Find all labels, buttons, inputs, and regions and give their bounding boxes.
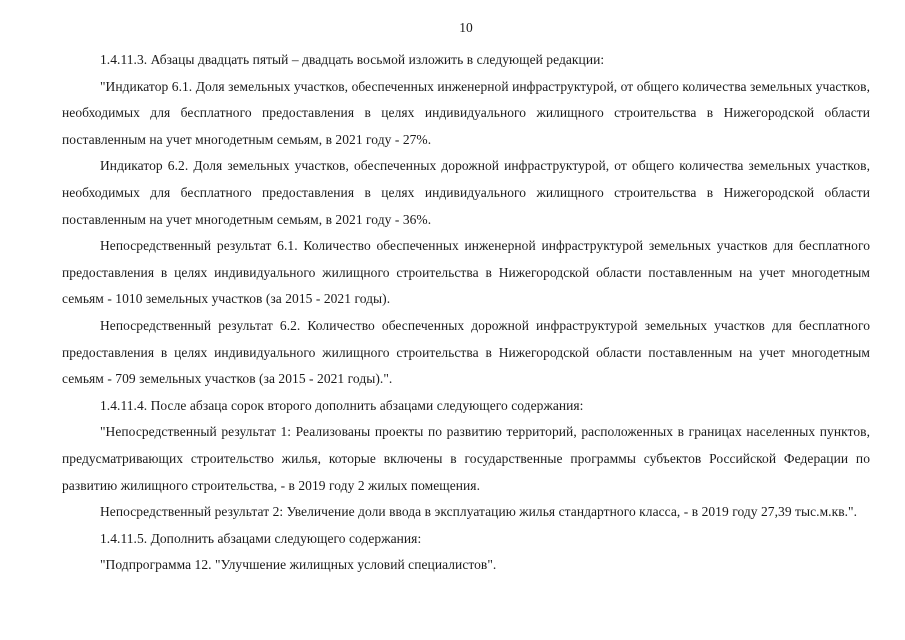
paragraph-indicator-6-2: Индикатор 6.2. Доля земельных участков, обеспеченных дорожной инфраструктурой, от общего количества земельных участков, необходимых для бесплатного предоставления в целях индивидуального жилищного строительства в Нижегородской области поставленным на учет многодетным семьям, в 2021 году - 36%. [62,158,870,227]
paragraph-subprogram-12: "Подпрограмма 12. "Улучшение жилищных условий специалистов". [100,557,497,573]
paragraph-result-1: "Непосредственный результат 1: Реализованы проекты по развитию территорий, расположенных в границах населенных пунктов, предусматривающих строительство жилья, которые включены в государственные программы субъектов Российской Федерации по развитию жилищного строительства, - в 2019 году 2 жилых помещения. [62,424,870,493]
paragraph-indicator-6-1: "Индикатор 6.1. Доля земельных участков, обеспеченных инженерной инфраструктурой, от общего количества земельных участков, необходимых для бесплатного предоставления в целях индивидуального жилищного строительства в Нижегородской области поставленным на учет многодетным семьям, в 2021 году - 27%. [62,78,870,147]
page-number: 10 [459,20,473,35]
paragraph-result-6-1: Непосредственный результат 6.1. Количество обеспеченных инженерной инфраструктурой земельных участков для бесплатного предоставления в целях индивидуального жилищного строительства в Нижегородской области поставленным на учет многодетным семьям - 1010 земельных участков (за 2015 - 2021 годы). [62,238,870,307]
paragraph-1-4-11-3: 1.4.11.3. Абзацы двадцать пятый – двадцать восьмой изложить в следующей редакции: [100,52,605,67]
document-page [62,0,870,579]
paragraph-result-6-2: Непосредственный результат 6.2. Количество обеспеченных дорожной инфраструктурой земельных участков для бесплатного предоставления в целях индивидуального жилищного строительства в Нижегородской области поставленным на учет многодетным семьям - 709 земельных участков (за 2015 - 2021 годы).". [62,317,870,387]
paragraph-1-4-11-4: 1.4.11.4. После абзаца сорок второго дополнить абзацами следующего содержания: [100,397,584,413]
paragraph-result-2: Непосредственный результат 2: Увеличение доли ввода в эксплуатацию жилья стандартного класса, - в 2019 году 27,39 тыс.м.кв.". [100,504,858,520]
paragraph-1-4-11-5: 1.4.11.5. Дополнить абзацами следующего содержания: [100,530,422,546]
